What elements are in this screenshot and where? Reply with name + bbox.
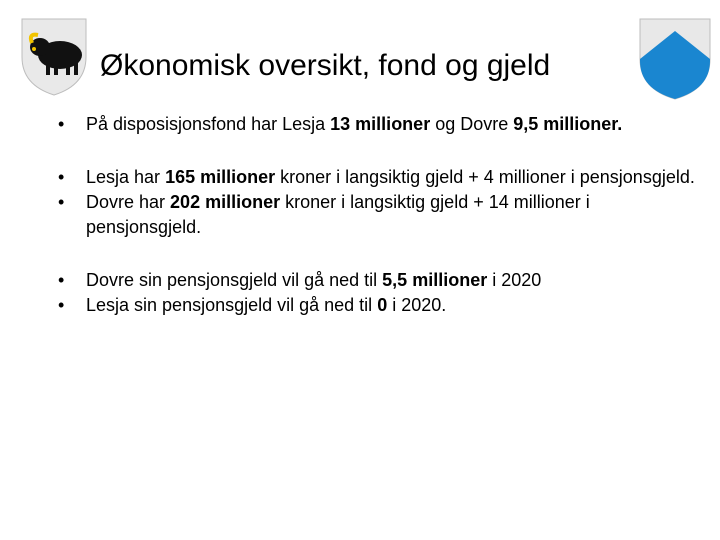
bullet-lesja-gjeld: [56, 165, 696, 190]
bullet-text: i 2020: [487, 270, 542, 290]
bullet-text: På disposisjonsfond har Lesja: [86, 114, 331, 134]
bullet-lesja-pensjon: [56, 293, 696, 318]
bullet-emphasis: 5,5 millioner: [382, 270, 488, 290]
bullet-emphasis: 165 millioner: [165, 167, 276, 187]
bullet-marker: •: [58, 167, 65, 187]
bullet-text: kroner i langsiktig gjeld + 14 millioner i pensjonsgjeld.: [86, 192, 590, 237]
bullet-text: Lesja har: [86, 167, 166, 187]
bullet-marker: •: [58, 295, 65, 315]
musk-ox-crest-icon: [20, 17, 88, 97]
mountain-crest-icon: [638, 17, 712, 101]
bullet-text: og Dovre: [430, 114, 514, 134]
bullet-emphasis: 13 millioner: [330, 114, 431, 134]
slide-title: Økonomisk oversikt, fond og gjeld: [100, 49, 551, 82]
bullet-text: kroner i langsiktig gjeld + 4 millioner i pensjonsgjeld.: [275, 167, 695, 187]
bullet-dovre-pensjon: [56, 268, 696, 293]
bullet-marker: •: [58, 270, 65, 290]
bullet-emphasis: 0: [377, 295, 388, 315]
bullet-emphasis: 202 millioner: [170, 192, 281, 212]
bullet-marker: •: [58, 192, 65, 212]
bullet-list: [56, 112, 696, 318]
bullet-text: Dovre har: [86, 192, 171, 212]
bullet-text: Dovre sin pensjonsgjeld vil gå ned til: [86, 270, 383, 290]
bullet-disposisjonsfond: [56, 112, 696, 137]
bullet-emphasis: 9,5 millioner.: [513, 114, 623, 134]
bullet-text: Lesja sin pensjonsgjeld vil gå ned til: [86, 295, 378, 315]
bullet-marker: •: [58, 114, 65, 134]
bullet-text: i 2020.: [387, 295, 447, 315]
bullet-dovre-gjeld: [56, 190, 696, 240]
